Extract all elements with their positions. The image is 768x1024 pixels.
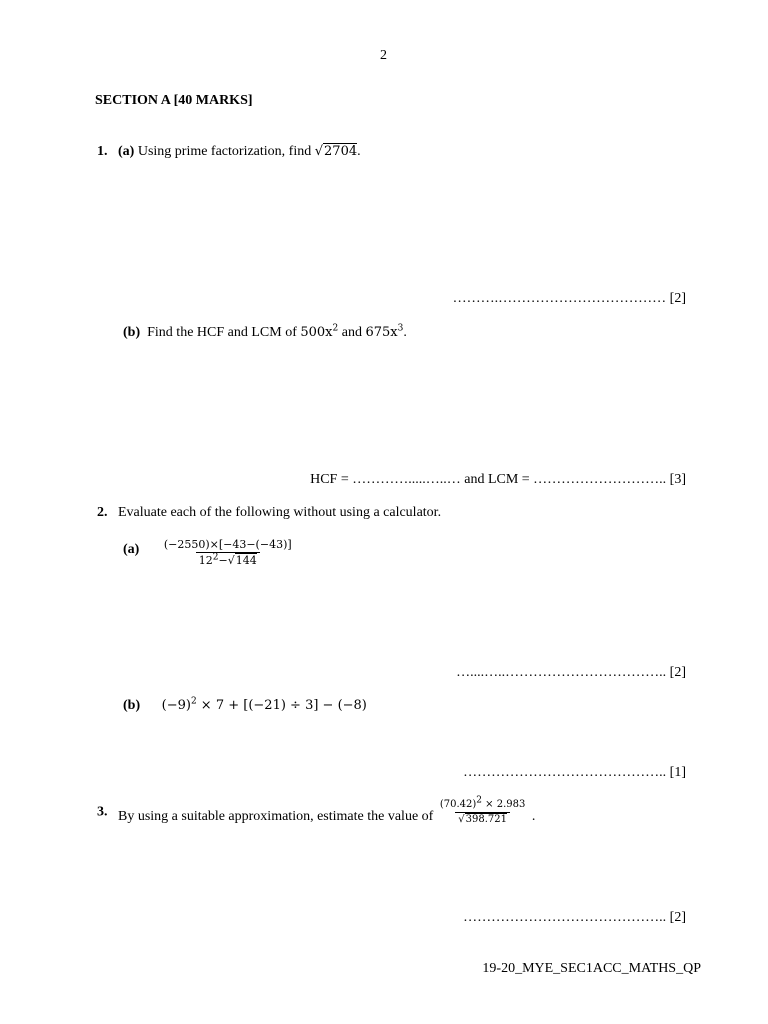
term: $500x^2$ [300,323,339,340]
fraction [161,539,295,566]
expression: $(-9)^2 \times 7 + [(-21) \div 3] - (-8)$ [161,696,367,713]
question-2 [97,506,441,520]
question-text: Evaluate each of the following without using a calculator. [118,505,442,520]
page-number: 2 [380,48,387,63]
denominator: √398.721 [455,812,510,825]
radicand: 2704 [324,144,358,159]
answer-line: …………………………………….. [1] [463,765,686,780]
question-text: By using a suitable approximation, estimate the value of [118,808,437,824]
question-1-a: 1. (a) Using prime factorization, find √2704. [97,144,361,159]
part-label: (b) [123,325,141,340]
question-2-a [123,539,295,566]
answer-line: …………………………………….. [2] [463,910,686,925]
fraction [437,795,529,825]
marks: [2] [669,910,686,925]
part-label: (b) [123,698,141,713]
question-number: 1. [97,144,108,159]
question-number: 3. [97,804,108,820]
marks: [1] [669,765,686,780]
marks: [2] [669,291,686,306]
question-3: 3. By using a suitable approximation, estimate the value of $\frac{(70.42)^2 \times 2.983}{√398.721}$ . [97,795,536,825]
part-label: (a) [123,541,140,557]
numerator: $(70.42)^2 \times 2.983$ [439,795,526,810]
answer-line: …....…..…………………………….. [2] [456,665,686,680]
question-text: Using prime factorization, find [137,144,315,159]
marks: [3] [669,472,686,487]
part-label: (a) [118,144,135,159]
denominator: $12^2-√144$ [196,552,260,566]
question-text: Find the HCF and LCM of [147,325,301,340]
marks: [2] [669,665,686,680]
answer-line: ……….……………………………… [2] [452,291,686,306]
question-2-b [123,696,367,713]
term: $675x^3$ [365,323,404,340]
numerator: (−2550)×[−43−(−43)] [163,538,292,551]
question-1-b: (b) Find the HCF and LCM of $500x^2$ and $675x^3$. [123,323,407,340]
footer: 19-20_MYE_SEC1ACC_MATHS_QP [482,961,701,976]
section-title: SECTION A [40 MARKS] [95,93,253,108]
answer-line: HCF = ………….....…..… and LCM = ……………………….. [3] [310,472,686,487]
question-number: 2. [97,505,108,520]
